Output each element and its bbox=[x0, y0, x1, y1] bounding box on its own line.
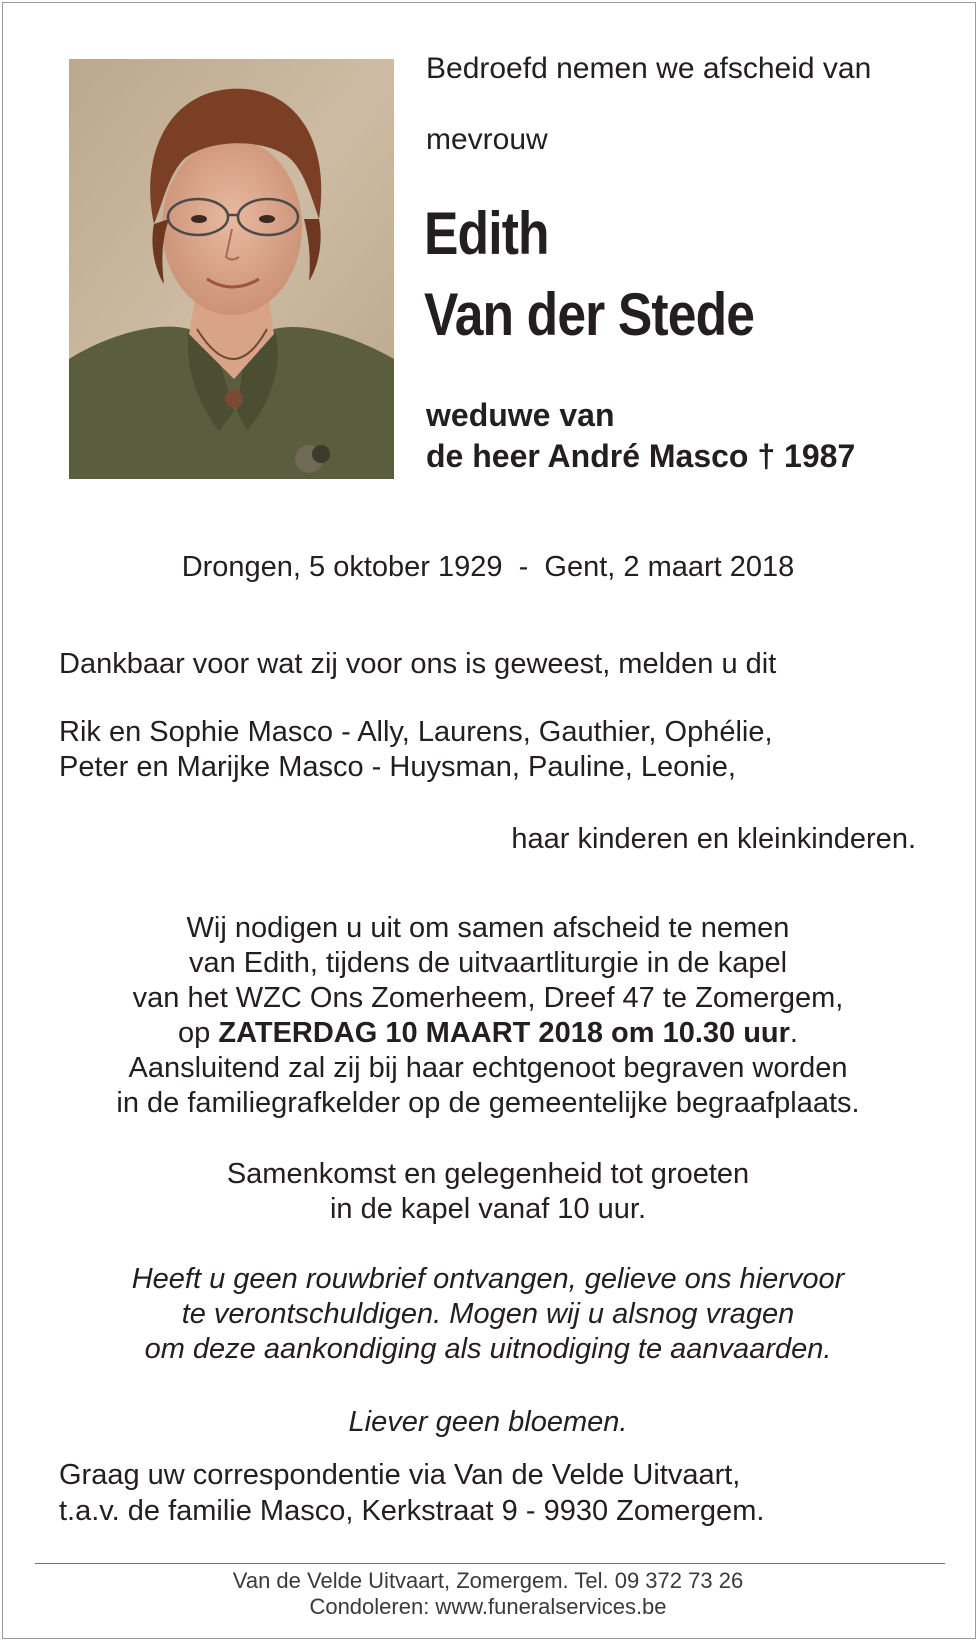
funeral-invitation bbox=[0, 911, 976, 1121]
footer bbox=[0, 1568, 976, 1620]
family-signoff: haar kinderen en kleinkinderen. bbox=[511, 823, 916, 855]
invitation-line: Aansluitend zal zij bij haar echtgenoot begraven worden bbox=[128, 1052, 848, 1084]
invitation-line: Wij nodigen u uit om samen afscheid te nemen bbox=[186, 912, 790, 944]
family-line: Peter en Marijke Masco - Huysman, Pauline, Leonie, bbox=[59, 751, 736, 783]
funeral-home-contact: Van de Velde Uitvaart, Zomergem. Tel. 09 372 73 26 bbox=[232, 1568, 744, 1593]
portrait-photo-icon bbox=[69, 59, 394, 479]
deceased-last-name: Van der Stede bbox=[424, 281, 755, 348]
invitation-line: van Edith, tijdens de uitvaartliturgie in de kapel bbox=[188, 947, 788, 979]
honorific: mevrouw bbox=[426, 123, 548, 156]
intro-text: Bedroefd nemen we afscheid van bbox=[426, 52, 872, 85]
flowers-line: Liever geen bloemen. bbox=[348, 1406, 628, 1438]
widow-label: weduwe van bbox=[426, 397, 615, 433]
invitation-date-line bbox=[0, 1016, 976, 1051]
no-flowers-notice bbox=[0, 1405, 976, 1440]
notice-line: Heeft u geen rouwbrief ontvangen, gelieve ons hiervoor bbox=[131, 1263, 845, 1295]
birth-death-dates: Drongen, 5 oktober 1929 - Gent, 2 maart 2018 bbox=[181, 551, 795, 583]
gathering-info bbox=[0, 1157, 976, 1227]
spouse-name: de heer André Masco † 1987 bbox=[426, 438, 856, 474]
family-line: Rik en Sophie Masco - Ally, Laurens, Gauthier, Ophélie, bbox=[59, 716, 773, 748]
letter-notice bbox=[0, 1262, 976, 1367]
notice-line: om deze aankondiging als uitnodiging te aanvaarden. bbox=[144, 1333, 832, 1365]
deceased-first-name: Edith bbox=[424, 200, 549, 267]
gathering-line: Samenkomst en gelegenheid tot groeten bbox=[226, 1158, 750, 1190]
portrait-photo bbox=[69, 59, 394, 479]
gratitude-line: Dankbaar voor wat zij voor ons is geweest, melden u dit bbox=[59, 648, 777, 680]
notice-line: te verontschuldigen. Mogen wij u alsnog vragen bbox=[181, 1298, 795, 1330]
correspondence-line: t.a.v. de familie Masco, Kerkstraat 9 - 9930 Zomergem. bbox=[59, 1495, 765, 1527]
condolence-link[interactable]: Condoleren: www.funeralservices.be bbox=[309, 1594, 667, 1619]
footer-divider bbox=[35, 1563, 945, 1564]
invitation-line: in de familiegrafkelder op de gemeentelijke begraafplaats. bbox=[116, 1087, 860, 1119]
invitation-date-suffix: . bbox=[789, 1017, 798, 1049]
invitation-line: van het WZC Ons Zomerheem, Dreef 47 te Zomergem, bbox=[132, 982, 844, 1014]
correspondence-line: Graag uw correspondentie via Van de Velde Uitvaart, bbox=[59, 1459, 741, 1491]
invitation-date-prefix: op bbox=[178, 1017, 219, 1049]
funeral-date-time: ZATERDAG 10 MAART 2018 om 10.30 uur bbox=[218, 1017, 790, 1049]
gathering-line: in de kapel vanaf 10 uur. bbox=[329, 1193, 646, 1225]
correspondence-address bbox=[59, 1457, 764, 1529]
